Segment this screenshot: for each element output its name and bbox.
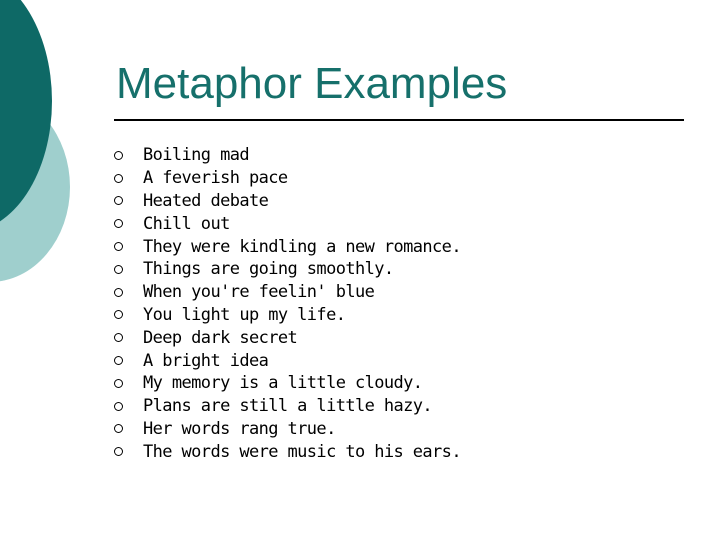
list-item xyxy=(114,395,461,418)
list-item xyxy=(114,281,461,304)
list-item xyxy=(114,212,461,235)
metaphor-list xyxy=(114,144,461,463)
list-item-text: Things are going smoothly. xyxy=(143,259,394,280)
bullet-circle-icon xyxy=(114,151,123,160)
bullet-circle-icon xyxy=(114,196,123,205)
list-item-text: They were kindling a new romance. xyxy=(143,236,461,257)
bullet-circle-icon xyxy=(114,242,123,251)
bullet-circle-icon xyxy=(114,265,123,274)
title-divider xyxy=(114,119,684,121)
list-item xyxy=(114,258,461,281)
bullet-circle-icon xyxy=(114,174,123,183)
list-item-text: Her words rang true. xyxy=(143,418,336,439)
bullet-circle-icon xyxy=(114,447,123,456)
list-item-text: Plans are still a little hazy. xyxy=(143,396,433,417)
list-item xyxy=(114,304,461,327)
list-item-text: The words were music to his ears. xyxy=(143,441,461,462)
bullet-circle-icon xyxy=(114,310,123,319)
list-item-text: A bright idea xyxy=(143,350,269,371)
list-item-text: You light up my life. xyxy=(143,304,346,325)
list-item xyxy=(114,418,461,441)
bullet-circle-icon xyxy=(114,288,123,297)
list-item-text: Deep dark secret xyxy=(143,327,298,348)
list-item xyxy=(114,235,461,258)
bullet-circle-icon xyxy=(114,219,123,228)
list-item xyxy=(114,144,461,167)
bullet-circle-icon xyxy=(114,402,123,411)
bullet-circle-icon xyxy=(114,356,123,365)
bullet-circle-icon xyxy=(114,379,123,388)
list-item-text: When you're feelin' blue xyxy=(143,282,375,303)
list-item-text: Chill out xyxy=(143,213,230,234)
list-item xyxy=(114,190,461,213)
list-item-text: Heated debate xyxy=(143,190,269,211)
list-item xyxy=(114,349,461,372)
list-item-text: My memory is a little cloudy. xyxy=(143,373,423,394)
list-item-text: A feverish pace xyxy=(143,168,288,189)
slide-title: Metaphor Examples xyxy=(116,59,508,108)
list-item xyxy=(114,372,461,395)
bullet-circle-icon xyxy=(114,333,123,342)
list-item xyxy=(114,167,461,190)
bullet-circle-icon xyxy=(114,424,123,433)
list-item xyxy=(114,326,461,349)
list-item-text: Boiling mad xyxy=(143,145,249,166)
list-item xyxy=(114,440,461,463)
